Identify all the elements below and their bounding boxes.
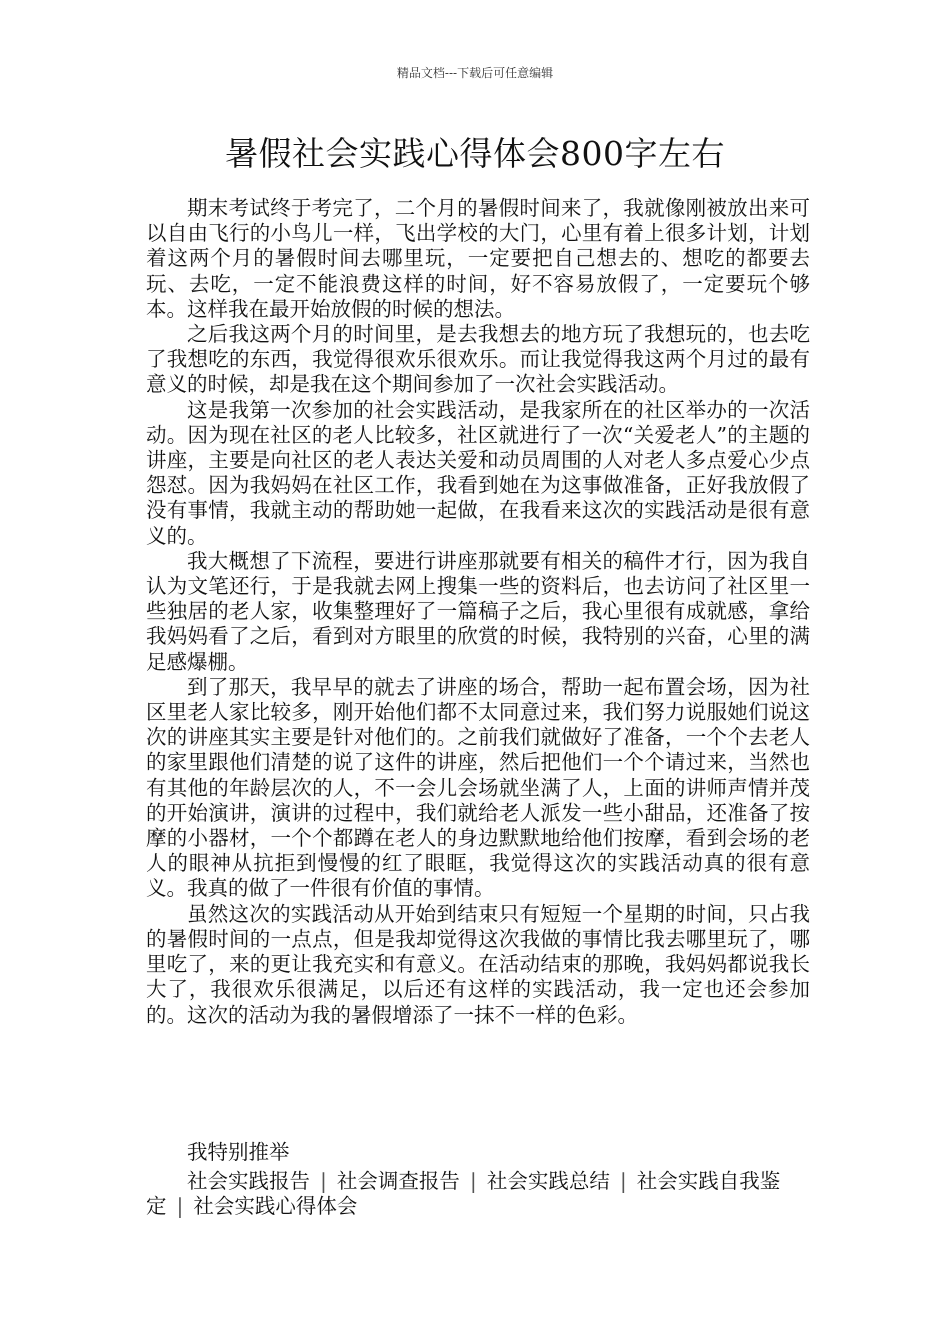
paragraph: 之后我这两个月的时间里，是去我想去的地方玩了我想玩的，也去吃了我想吃的东西，我觉得很欢乐很欢乐。而让我觉得我这两个月过的最有意义的时候，却是我在这个期间参加了一次社会实践活动。 — [146, 322, 810, 397]
paragraph: 期末考试终于考完了，二个月的暑假时间来了，我就像刚被放出来可以自由飞行的小鸟儿一样，飞出学校的大门，心里有着上很多计划，计划着这两个月的暑假时间去哪里玩，一定要把自己想去的、想吃的都要去玩、去吃，一定不能浪费这样的时间，好不容易放假了，一定要玩个够本。这样我在最开始放假的时候的想法。 — [146, 196, 810, 321]
paragraph: 我大概想了下流程，要进行讲座那就要有相关的稿件才行，因为我自认为文笔还行，于是我就去网上搜集一些的资料后，也去访问了社区里一些独居的老人家，收集整理好了一篇稿子之后，我心里很有成就感，拿给我妈妈看了之后，看到对方眼里的欣赏的时候，我特别的兴奋，心里的满足感爆棚。 — [146, 548, 810, 674]
page-header: 精品文档---下载后可任意编辑 — [396, 66, 554, 80]
page-title: 暑假社会实践心得体会800字左右 — [225, 134, 725, 173]
link-separator: | — [320, 1169, 327, 1194]
link-separator: | — [469, 1169, 477, 1194]
link-social-practice-report[interactable]: 社会实践报告 — [187, 1169, 310, 1194]
link-separator: | — [619, 1169, 627, 1194]
article-body — [146, 196, 810, 1028]
link-social-practice-reflection[interactable]: 社会实践心得体会 — [193, 1194, 358, 1219]
recommend-links — [146, 1169, 810, 1219]
recommend-section — [146, 1140, 810, 1220]
link-social-practice-summary[interactable]: 社会实践总结 — [486, 1169, 610, 1194]
paragraph: 到了那天，我早早的就去了讲座的场合，帮助一起布置会场，因为社区里老人家比较多，刚开始他们都不太同意过来，我们努力说服她们说这次的讲座其实主要是针对他们的。之前我们就做好了准备，一个个去老人的家里跟他们清楚的说了这件的讲座，然后把他们一个个请过来，当然也有其他的年龄层次的人，不一会儿会场就坐满了人，上面的讲师声情并茂的开始演讲，演讲的过程中，我们就给老人派发一些小甜品，还准备了按摩的小器材，一个个都蹲在老人的身边默默地给他们按摩，看到会场的老人的眼神从抗拒到慢慢的红了眼眶，我觉得这次的实践活动真的很有意义。我真的做了一件很有价值的事情。 — [146, 674, 810, 901]
link-social-practice-self-appraisal[interactable]: 社会实践自我鉴定 — [146, 1169, 781, 1219]
paragraph: 虽然这次的实践活动从开始到结束只有短短一个星期的时间，只占我的暑假时间的一点点，但是我却觉得这次我做的事情比我去哪里玩了，哪里吃了，来的更让我充实和有意义。在活动结束的那晚，我妈妈都说我长大了，我很欢乐很满足，以后还有这样的实践活动，我一定也还会参加的。这次的活动为我的暑假增添了一抹不一样的色彩。 — [146, 901, 810, 1027]
recommend-lead: 我特别推举 — [187, 1140, 290, 1164]
link-social-survey-report[interactable]: 社会调查报告 — [336, 1169, 460, 1194]
link-separator: | — [176, 1194, 184, 1219]
paragraph: 这是我第一次参加的社会实践活动，是我家所在的社区举办的一次活动。因为现在社区的老人比较多，社区就进行了一次“关爱老人”的主题的讲座，主要是向社区的老人表达关爱和动员周围的人对老人多点爱心少点怨怼。因为我妈妈在社区工作，我看到她在为这事做准备，正好我放假了没有事情，我就主动的帮助她一起做，在我看来这次的实践活动是很有意义的。 — [146, 397, 810, 548]
